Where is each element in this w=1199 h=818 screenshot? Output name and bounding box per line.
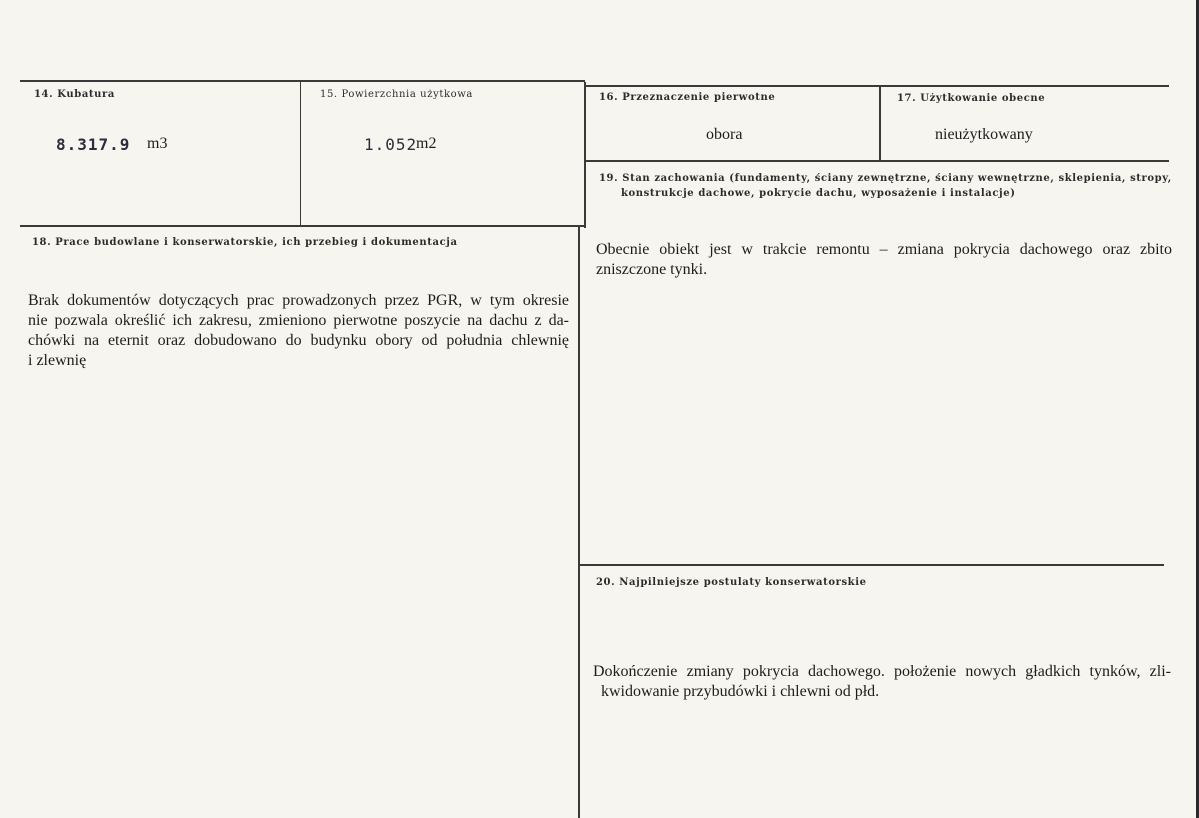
rule-below-14-15 (20, 225, 585, 227)
prace-label: 18. Prace budowlane i konserwatorskie, ich przebieg i dokumentacja (32, 237, 458, 248)
kubatura-label: 14. Kubatura (34, 89, 115, 100)
prace-text (28, 291, 569, 371)
postulaty-text (593, 662, 1171, 702)
stan-zachowania-label-line1: 19. Stan zachowania (fundamenty, ściany zewnętrzne, ściany wewnętrzne, sklepienia, stropy, (599, 173, 1172, 184)
prace-line: Brak dokumentów dotyczących prac prowadzonych przez PGR, w tym okresie (28, 292, 569, 309)
top-rule-left (20, 80, 585, 82)
uzytkowanie-label: 17. Użytkowanie obecne (897, 93, 1046, 104)
postulaty-label: 20. Najpilniejsze postulaty konserwatorskie (596, 577, 867, 588)
prace-line: i zlewnię (28, 352, 87, 369)
kubatura-value: 8.317.9 (56, 135, 131, 154)
divider-14-15 (300, 80, 301, 225)
postulaty-line: kwidowanie przybudówki i chlewni od płd. (601, 683, 880, 700)
stan-zachowania-line: Obecnie obiekt jest w trakcie remontu – zmiana pokrycia dachowego oraz zbito (596, 241, 1172, 258)
stan-zachowania-line: zniszczone tynki. (596, 261, 708, 278)
divider-main-vertical (578, 226, 580, 818)
divider-15-16 (584, 82, 586, 228)
uzytkowanie-value: nieużytkowany (935, 126, 1033, 143)
powierzchnia-label: 15. Powierzchnia użytkowa (320, 89, 473, 100)
przeznaczenie-value: obora (706, 126, 743, 143)
powierzchnia-value: 1.052 (364, 135, 418, 154)
prace-line: nie pozwala określić ich zakresu, zmieniono pierwotne poszycie na dachu z da- (28, 312, 569, 329)
postulaty-line: Dokończenie zmiany pokrycia dachowego. położenie nowych gładkich tynków, zli- (593, 663, 1171, 680)
kubatura-unit: m3 (147, 135, 168, 152)
rule-above-20 (579, 564, 1164, 566)
prace-line: chówki na eternit oraz dobudowano do budynku obory od południa chlewnię (28, 332, 569, 349)
top-rule-right (585, 85, 1169, 87)
przeznaczenie-label: 16. Przeznaczenie pierwotne (599, 92, 776, 103)
stan-zachowania-text (596, 240, 1172, 280)
powierzchnia-unit: m2 (416, 135, 437, 152)
stan-zachowania-label-line2: konstrukcje dachowe, pokrycie dachu, wyposażenie i instalacje) (621, 188, 1016, 199)
rule-below-16-17 (585, 160, 1169, 162)
divider-16-17 (879, 86, 881, 160)
